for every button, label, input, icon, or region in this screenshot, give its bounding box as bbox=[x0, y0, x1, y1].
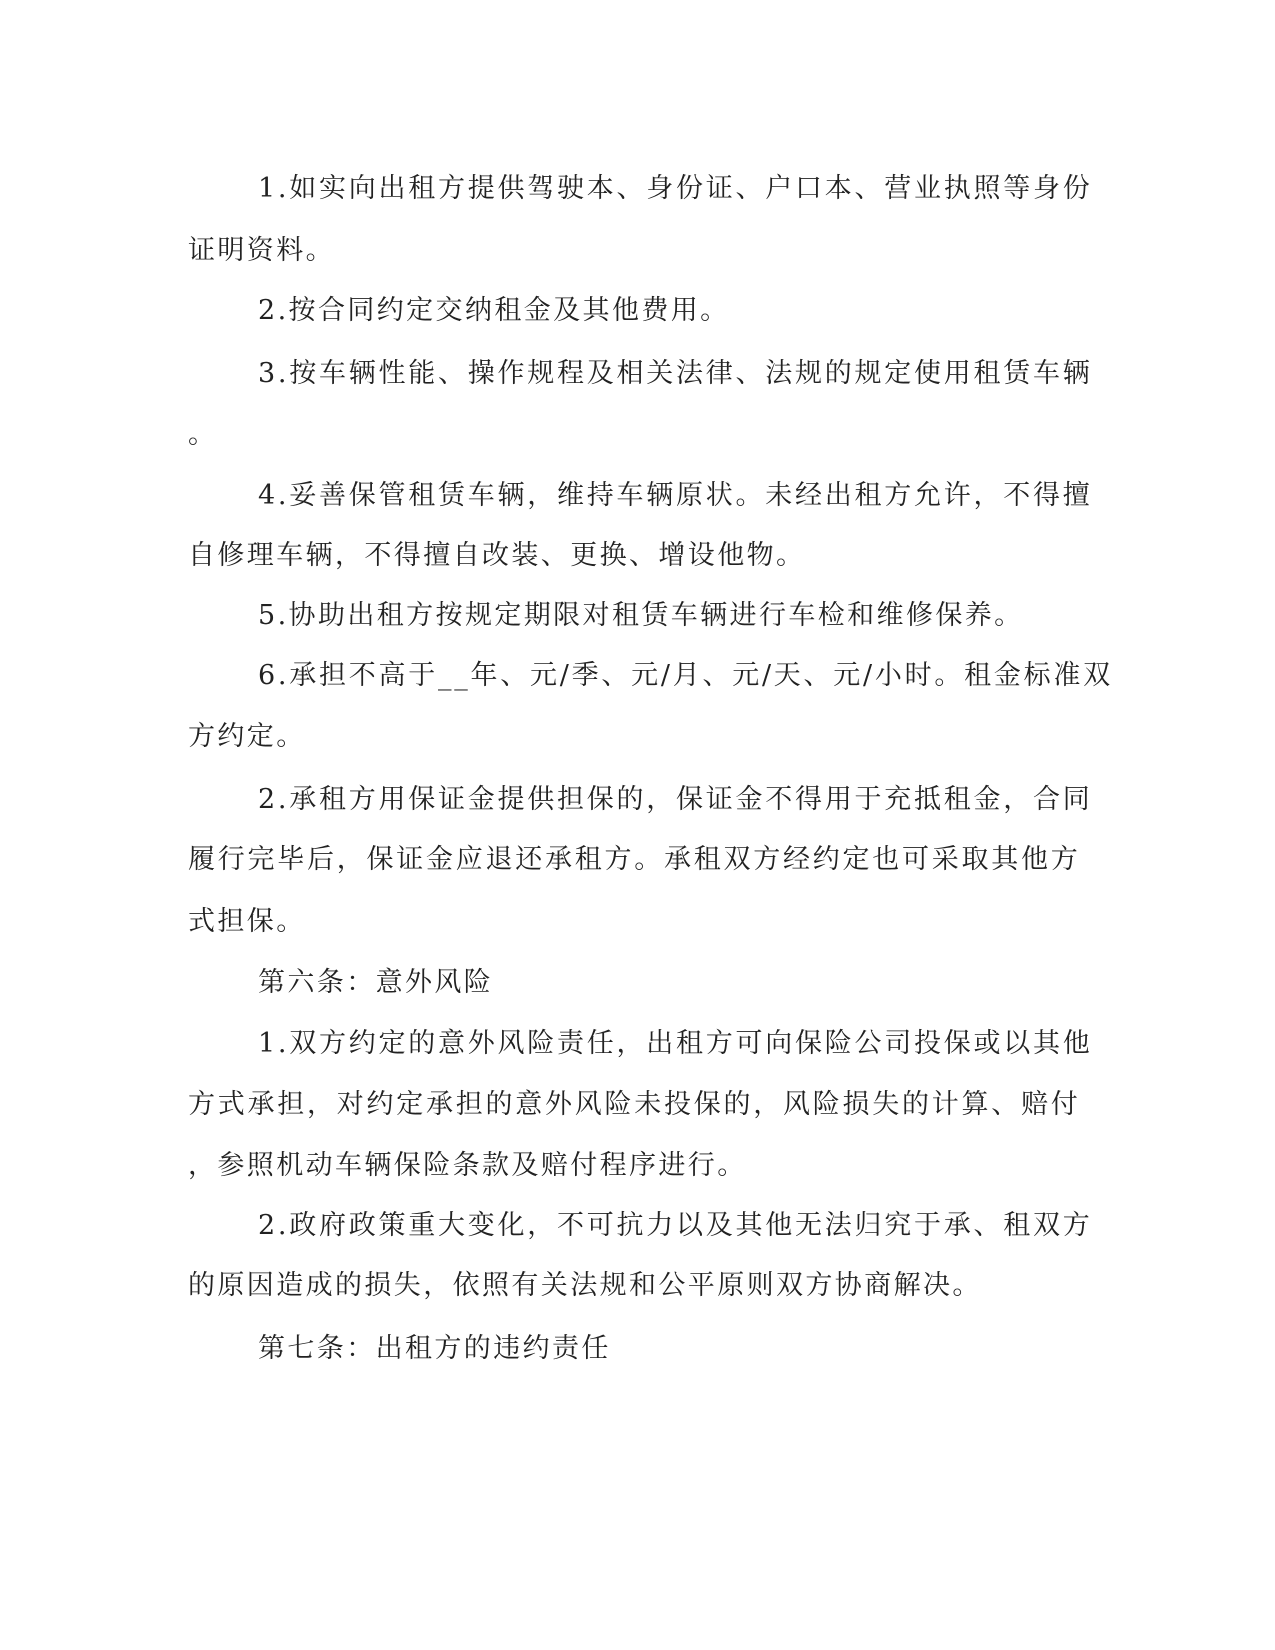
clause-3-line-2: 。 bbox=[188, 419, 218, 450]
risk-clause-2-line-1: 2.政府政策重大变化，不可抗力以及其他无法归究于承、租双方 bbox=[258, 1210, 1093, 1241]
article-6-heading: 第六条：意外风险 bbox=[258, 967, 494, 998]
deposit-clause-line-2: 履行完毕后，保证金应退还承租方。承租双方经约定也可采取其他方 bbox=[188, 844, 1081, 875]
clause-6-line-2: 方约定。 bbox=[188, 721, 306, 752]
deposit-clause-line-1: 2.承租方用保证金提供担保的，保证金不得用于充抵租金，合同 bbox=[258, 784, 1093, 815]
risk-clause-2-line-2: 的原因造成的损失，依照有关法规和公平原则双方协商解决。 bbox=[188, 1270, 982, 1301]
clause-5-line-1: 5.协助出租方按规定期限对租赁车辆进行车检和维修保养。 bbox=[258, 600, 1024, 631]
clause-3-line-1: 3.按车辆性能、操作规程及相关法律、法规的规定使用租赁车辆 bbox=[258, 358, 1093, 389]
clause-1-line-2: 证明资料。 bbox=[188, 235, 335, 266]
clause-6-line-1: 6.承担不高于__年、元/季、元/月、元/天、元/小时。租金标准双 bbox=[258, 660, 1113, 691]
clause-1-line-1: 1.如实向出租方提供驾驶本、身份证、户口本、营业执照等身份 bbox=[258, 173, 1093, 204]
risk-clause-1-line-1: 1.双方约定的意外风险责任，出租方可向保险公司投保或以其他 bbox=[258, 1028, 1093, 1059]
deposit-clause-line-3: 式担保。 bbox=[188, 906, 306, 937]
risk-clause-1-line-2: 方式承担，对约定承担的意外风险未投保的，风险损失的计算、赔付 bbox=[188, 1089, 1081, 1120]
clause-4-line-2: 自修理车辆，不得擅自改装、更换、增设他物。 bbox=[188, 540, 806, 571]
clause-2-line-1: 2.按合同约定交纳租金及其他费用。 bbox=[258, 295, 730, 326]
risk-clause-1-line-3: ，参照机动车辆保险条款及赔付程序进行。 bbox=[188, 1150, 747, 1181]
article-7-heading: 第七条：出租方的违约责任 bbox=[258, 1333, 611, 1364]
clause-4-line-1: 4.妥善保管租赁车辆，维持车辆原状。未经出租方允许，不得擅 bbox=[258, 480, 1093, 511]
